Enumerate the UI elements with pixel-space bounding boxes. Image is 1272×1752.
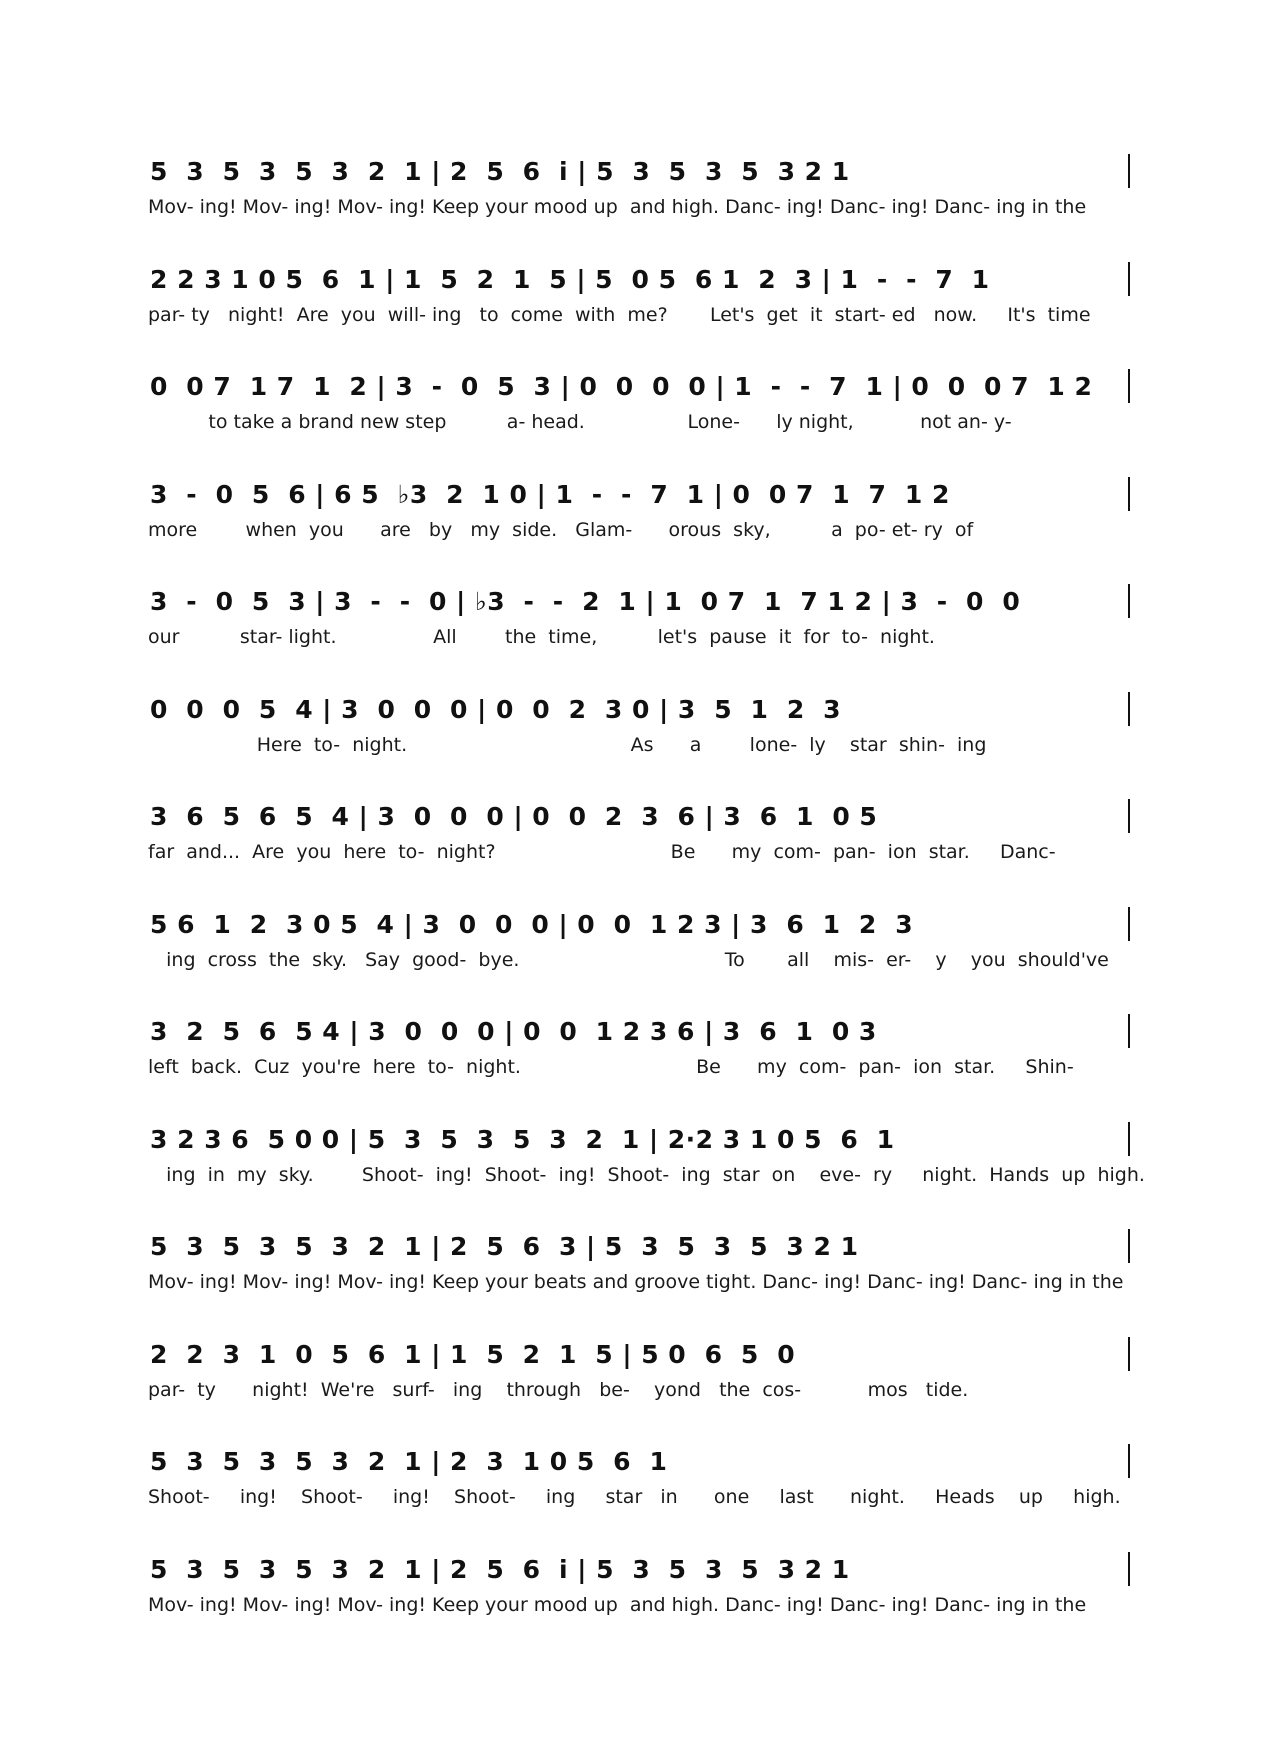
- end-barline: [1128, 692, 1130, 726]
- score-line: [150, 1440, 1150, 1530]
- notation-row: 3 2 3 6 5 0 0 | 5 3 5 3 5 3 2 1 | 2·2 3 1 0 5 6 1: [150, 1125, 895, 1154]
- score-line: [150, 365, 1150, 455]
- lyrics-row: our star- light. All the time, let's pause it for to- night.: [148, 626, 935, 648]
- lyrics-row: ing in my sky. Shoot- ing! Shoot- ing! Shoot- ing star on eve- ry night. Hands up high.: [148, 1164, 1145, 1186]
- notation-row: 0 0 7 1 7 1 2 | 3 - 0 5 3 | 0 0 0 0 | 1 - - 7 1 | 0 0 0 7 1 2: [150, 372, 1093, 401]
- notation-row: 5 3 5 3 5 3 2 1 | 2 5 6 i | 5 3 5 3 5 3 2 1: [150, 1555, 850, 1584]
- lyrics-row: Shoot- ing! Shoot- ing! Shoot- ing star in one last night. Heads up high.: [148, 1486, 1121, 1508]
- notation-row: 3 6 5 6 5 4 | 3 0 0 0 | 0 0 2 3 6 | 3 6 1 0 5: [150, 802, 878, 831]
- notation-row: 5 3 5 3 5 3 2 1 | 2 5 6 i | 5 3 5 3 5 3 2 1: [150, 157, 850, 186]
- notation-row: 5 3 5 3 5 3 2 1 | 2 5 6 3 | 5 3 5 3 5 3 2 1: [150, 1232, 859, 1261]
- lyrics-row: Mov- ing! Mov- ing! Mov- ing! Keep your mood up and high. Danc- ing! Danc- ing! Danc- ing in the: [148, 1594, 1087, 1616]
- lyrics-row: Here to- night. As a lone- ly star shin- ing: [148, 734, 987, 756]
- score-line: [150, 1225, 1150, 1315]
- score-line: [150, 903, 1150, 993]
- score-line: [150, 1333, 1150, 1423]
- notation-row: 2 2 3 1 0 5 6 1 | 1 5 2 1 5 | 5 0 5 6 1 2 3 | 1 - - 7 1: [150, 265, 990, 294]
- score-line: [150, 1010, 1150, 1100]
- score-line: [150, 258, 1150, 348]
- end-barline: [1128, 369, 1130, 403]
- notation-row: 2 2 3 1 0 5 6 1 | 1 5 2 1 5 | 5 0 6 5 0: [150, 1340, 796, 1369]
- end-barline: [1128, 1229, 1130, 1263]
- end-barline: [1128, 1552, 1130, 1586]
- score-line: [150, 580, 1150, 670]
- score-line: [150, 795, 1150, 885]
- score-line: [150, 1118, 1150, 1208]
- end-barline: [1128, 262, 1130, 296]
- end-barline: [1128, 1122, 1130, 1156]
- lyrics-row: to take a brand new step a- head. Lone- ly night, not an- y-: [148, 411, 1012, 433]
- notation-row: 5 6 1 2 3 0 5 4 | 3 0 0 0 | 0 0 1 2 3 | 3 6 1 2 3: [150, 910, 914, 939]
- end-barline: [1128, 154, 1130, 188]
- lyrics-row: Mov- ing! Mov- ing! Mov- ing! Keep your mood up and high. Danc- ing! Danc- ing! Danc- ing in the: [148, 196, 1087, 218]
- notation-row: 0 0 0 5 4 | 3 0 0 0 | 0 0 2 3 0 | 3 5 1 2 3: [150, 695, 842, 724]
- lyrics-row: more when you are by my side. Glam- orous sky, a po- et- ry of: [148, 519, 974, 541]
- end-barline: [1128, 1444, 1130, 1478]
- lyrics-row: ing cross the sky. Say good- bye. To all mis- er- y you should've: [148, 949, 1109, 971]
- notation-row: 5 3 5 3 5 3 2 1 | 2 3 1 0 5 6 1: [150, 1447, 668, 1476]
- score-line: [150, 1548, 1150, 1638]
- score-line: [150, 688, 1150, 778]
- lyrics-row: left back. Cuz you're here to- night. Be my com- pan- ion star. Shin-: [148, 1056, 1074, 1078]
- score-line: [150, 150, 1150, 240]
- end-barline: [1128, 907, 1130, 941]
- lyrics-row: Mov- ing! Mov- ing! Mov- ing! Keep your beats and groove tight. Danc- ing! Danc- ing! Danc- ing in the: [148, 1271, 1124, 1293]
- lyrics-row: far and... Are you here to- night? Be my com- pan- ion star. Danc-: [148, 841, 1056, 863]
- notation-row: 3 - 0 5 3 | 3 - - 0 | ♭3 - - 2 1 | 1 0 7 1 7 1 2 | 3 - 0 0: [150, 587, 1021, 616]
- lyrics-row: par- ty night! Are you will- ing to come with me? Let's get it start- ed now. It's time: [148, 304, 1091, 326]
- notation-row: 3 - 0 5 6 | 6 5 ♭3 2 1 0 | 1 - - 7 1 | 0 0 7 1 7 1 2: [150, 480, 950, 509]
- notation-row: 3 2 5 6 5 4 | 3 0 0 0 | 0 0 1 2 3 6 | 3 6 1 0 3: [150, 1017, 877, 1046]
- end-barline: [1128, 799, 1130, 833]
- end-barline: [1128, 477, 1130, 511]
- lyrics-row: par- ty night! We're surf- ing through be- yond the cos- mos tide.: [148, 1379, 969, 1401]
- score-line: [150, 473, 1150, 563]
- end-barline: [1128, 1014, 1130, 1048]
- end-barline: [1128, 1337, 1130, 1371]
- end-barline: [1128, 584, 1130, 618]
